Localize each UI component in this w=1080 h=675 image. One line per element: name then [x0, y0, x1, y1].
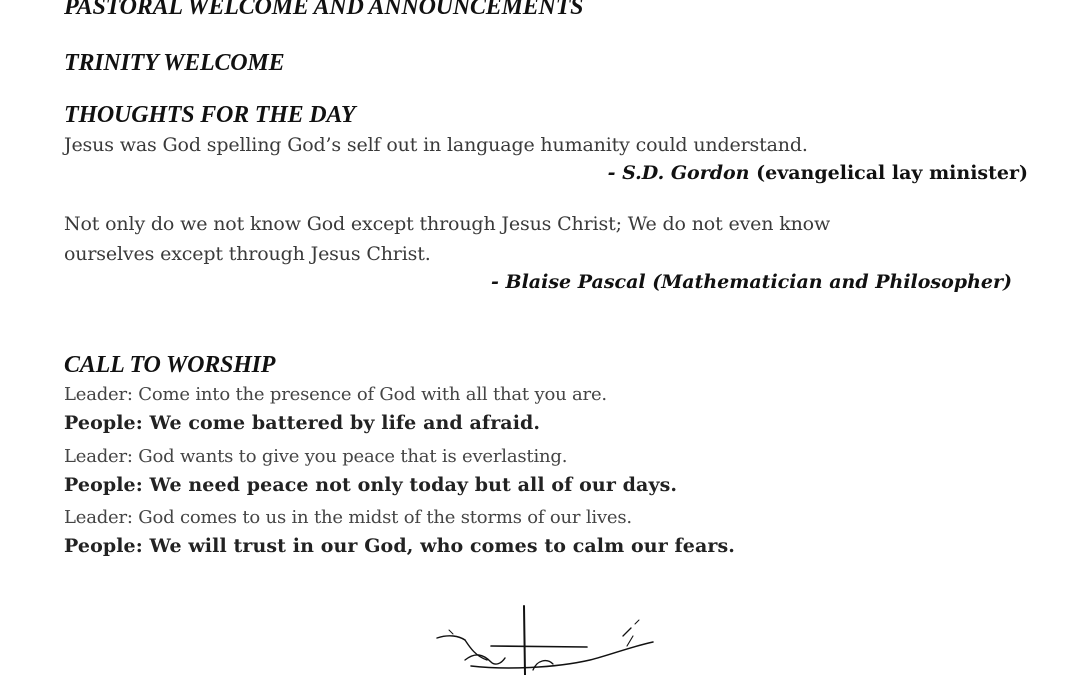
- heading-thoughts-for-the-day: THOUGHTS FOR THE DAY: [64, 102, 356, 128]
- litany-leader-line-2: Leader: God wants to give you peace that is everlasting.: [64, 446, 568, 467]
- litany-people-line-3: People: We will trust in our God, who comes to calm our fears.: [64, 535, 736, 557]
- litany-leader-line-1: Leader: Come into the presence of God with all that you are.: [64, 384, 607, 405]
- litany-leader-line-3: Leader: God comes to us in the midst of the storms of our lives.: [64, 507, 632, 528]
- heading-trinity-welcome: TRINITY WELCOME: [64, 50, 285, 76]
- quote1-author: - S.D. Gordon: [607, 162, 750, 184]
- litany-people-line-1: People: We come battered by life and afraid.: [64, 412, 541, 434]
- cross-boat-sketch-icon: [435, 600, 660, 675]
- quote2-line-2: ourselves except through Jesus Christ.: [64, 243, 431, 265]
- quote1-line-1: Jesus was God spelling God’s self out in language humanity could understand.: [64, 134, 808, 156]
- quote1-attribution: [608, 162, 1028, 184]
- quote2-author-note: (Mathematician and Philosopher): [652, 271, 1012, 293]
- litany-people-line-2: People: We need peace not only today but all of our days.: [64, 474, 678, 496]
- heading-pastoral-welcome: PASTORAL WELCOME AND ANNOUNCEMENTS: [64, 0, 584, 20]
- quote2-author: - Blaise Pascal: [491, 271, 646, 293]
- quote2-attribution: [491, 271, 1012, 293]
- quote2-line-1: Not only do we not know God except through Jesus Christ; We do not even know: [64, 213, 831, 235]
- quote1-author-note: (evangelical lay minister): [756, 162, 1028, 184]
- heading-call-to-worship: CALL TO WORSHIP: [64, 352, 276, 378]
